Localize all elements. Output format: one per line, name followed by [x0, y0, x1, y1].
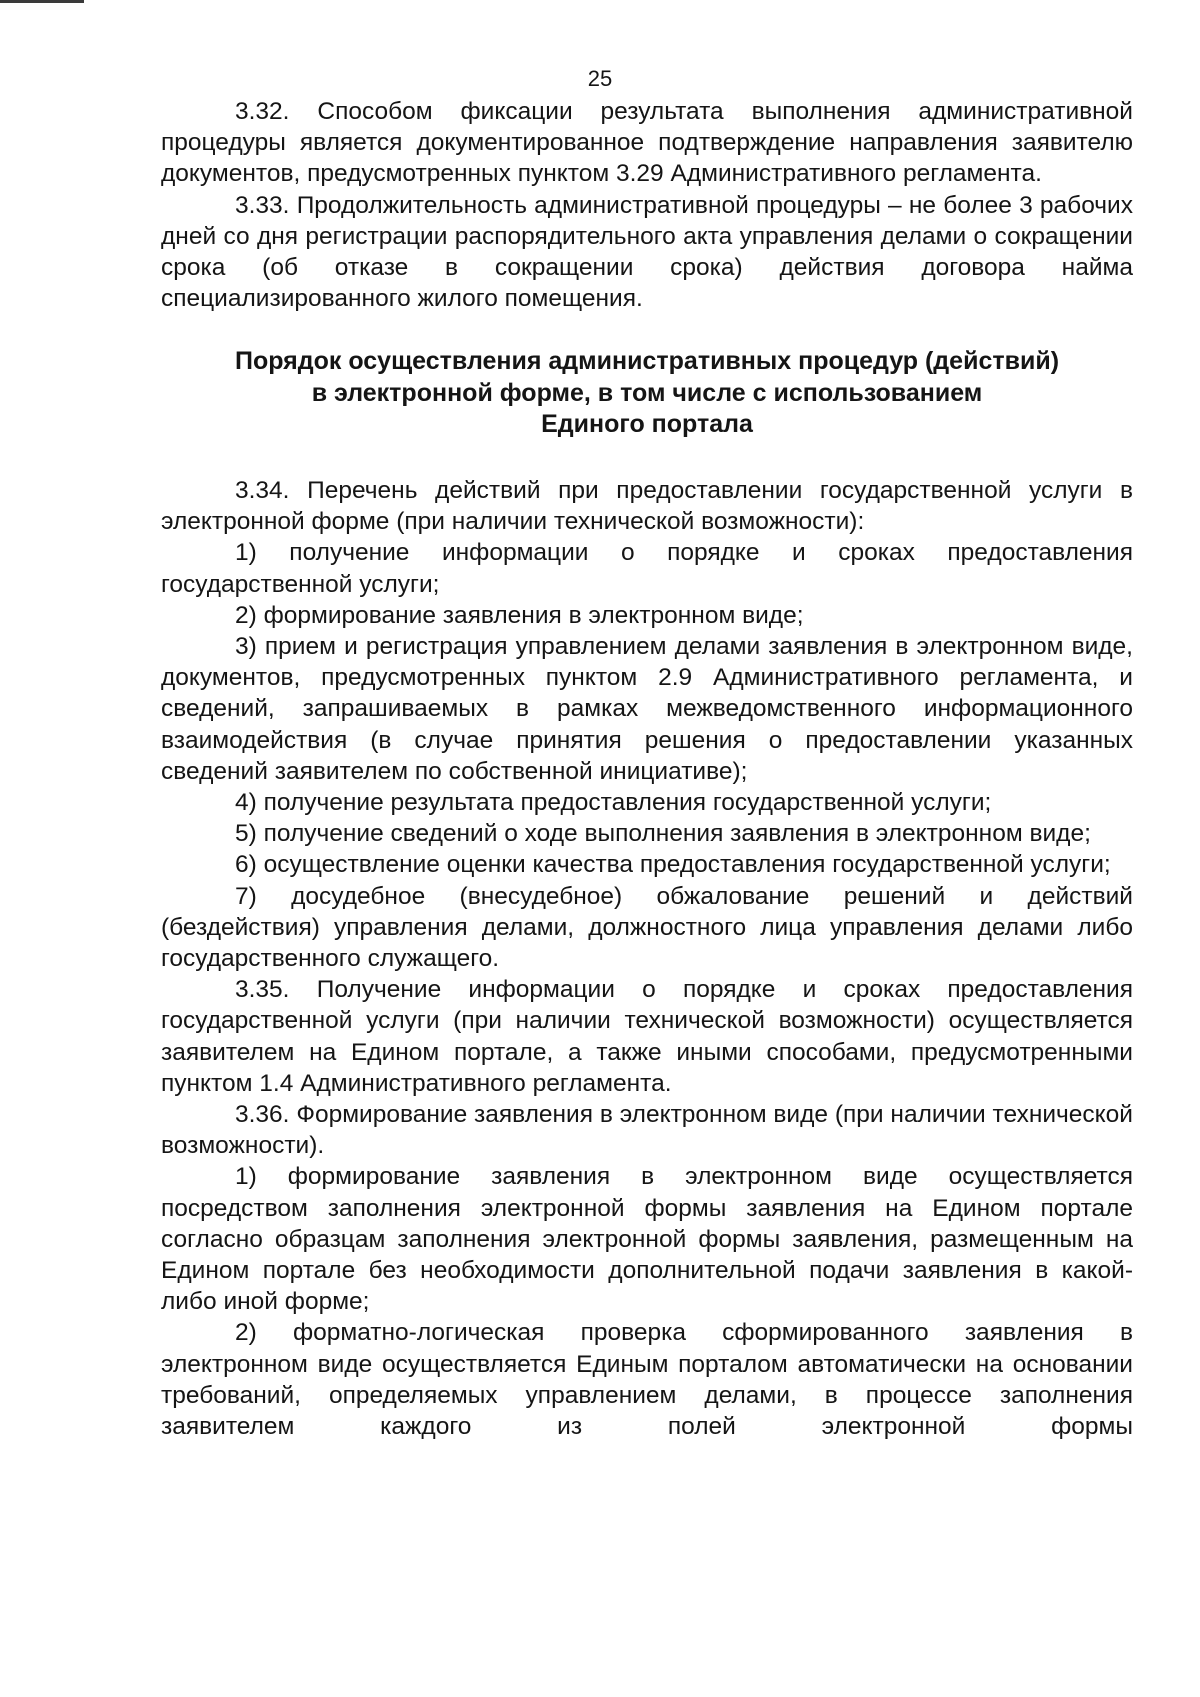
section-heading-line-1: Порядок осуществления административных процедур (действий) — [234, 347, 1060, 376]
section-heading — [161, 346, 1133, 441]
list-item-3-36-2: 2) форматно-логическая проверка сформированного заявления в электронном виде осуществляется Единым порталом автоматически на основании требований, определяемых управлением делами, в процессе заполнения заявителем каждого из полей электронной формы — [161, 1319, 1133, 1441]
paragraph-3-35: 3.35. Получение информации о порядке и сроках предоставления государственной услуги (при наличии технической возможности) осуществляется заявителем на Едином портале, а также иными способами, предусмотренными пунктом 1.4 Административного регламента. — [161, 976, 1133, 1097]
list-item-3-36-1: 1) формирование заявления в электронном виде осуществляется посредством заполнения электронной формы заявления на Едином портале согласно образцам заполнения электронной формы заявления, размещенным на Едином портале без необходимости дополнительной подачи заявления в какой-либо иной форме; — [161, 1163, 1133, 1316]
paragraph-3-34: 3.34. Перечень действий при предоставлении государственной услуги в электронной форме (при наличии технической возможности): — [161, 476, 1133, 536]
list-item-3-34-6: 6) осуществление оценки качества предоставления государственной услуги; — [235, 851, 1111, 879]
section-heading-line-3: Единого портала — [541, 410, 753, 439]
list-item-3-34-7: 7) досудебное (внесудебное) обжалование решений и действий (бездействия) управления делами, должностного лица управления делами либо государственного служащего. — [161, 882, 1133, 972]
paragraph-3-33: 3.33. Продолжительность административной процедуры – не более 3 рабочих дней со дня регистрации распорядительного акта управления делами о сокращении срока (об отказе в сокращении срока) действия договора найма специализированного жилого помещения. — [161, 191, 1133, 313]
scan-edge-mark — [0, 0, 84, 3]
section-heading-line-2: в электронной форме, в том числе с использованием — [311, 378, 983, 407]
list-item-3-34-5: 5) получение сведений о ходе выполнения заявления в электронном виде; — [235, 820, 1091, 848]
list-item-3-34-2: 2) формирование заявления в электронном виде; — [235, 601, 804, 629]
paragraph-3-32: 3.32. Способом фиксации результата выполнения административной процедуры является документированное подтверждение направления заявителю документов, предусмотренных пунктом 3.29 Административного регламента. — [161, 98, 1133, 188]
list-item-3-34-4: 4) получение результата предоставления государственной услуги; — [235, 788, 992, 816]
paragraph-3-36: 3.36. Формирование заявления в электронном виде (при наличии технической возможности). — [161, 1100, 1133, 1160]
page-number: 25 — [587, 66, 613, 91]
list-item-3-34-1: 1) получение информации о порядке и сроках предоставления государственной услуги; — [161, 539, 1133, 598]
document-body — [161, 96, 1133, 1442]
list-item-3-34-3: 3) прием и регистрация управлением делами заявления в электронном виде, документов, предусмотренных пунктом 2.9 Административного регламента, и сведений, запрашиваемых в рамках межведомственного информационного взаимодействия (в случае принятия решения о предоставлении указанных сведений заявителем по собственной инициативе); — [161, 632, 1133, 785]
